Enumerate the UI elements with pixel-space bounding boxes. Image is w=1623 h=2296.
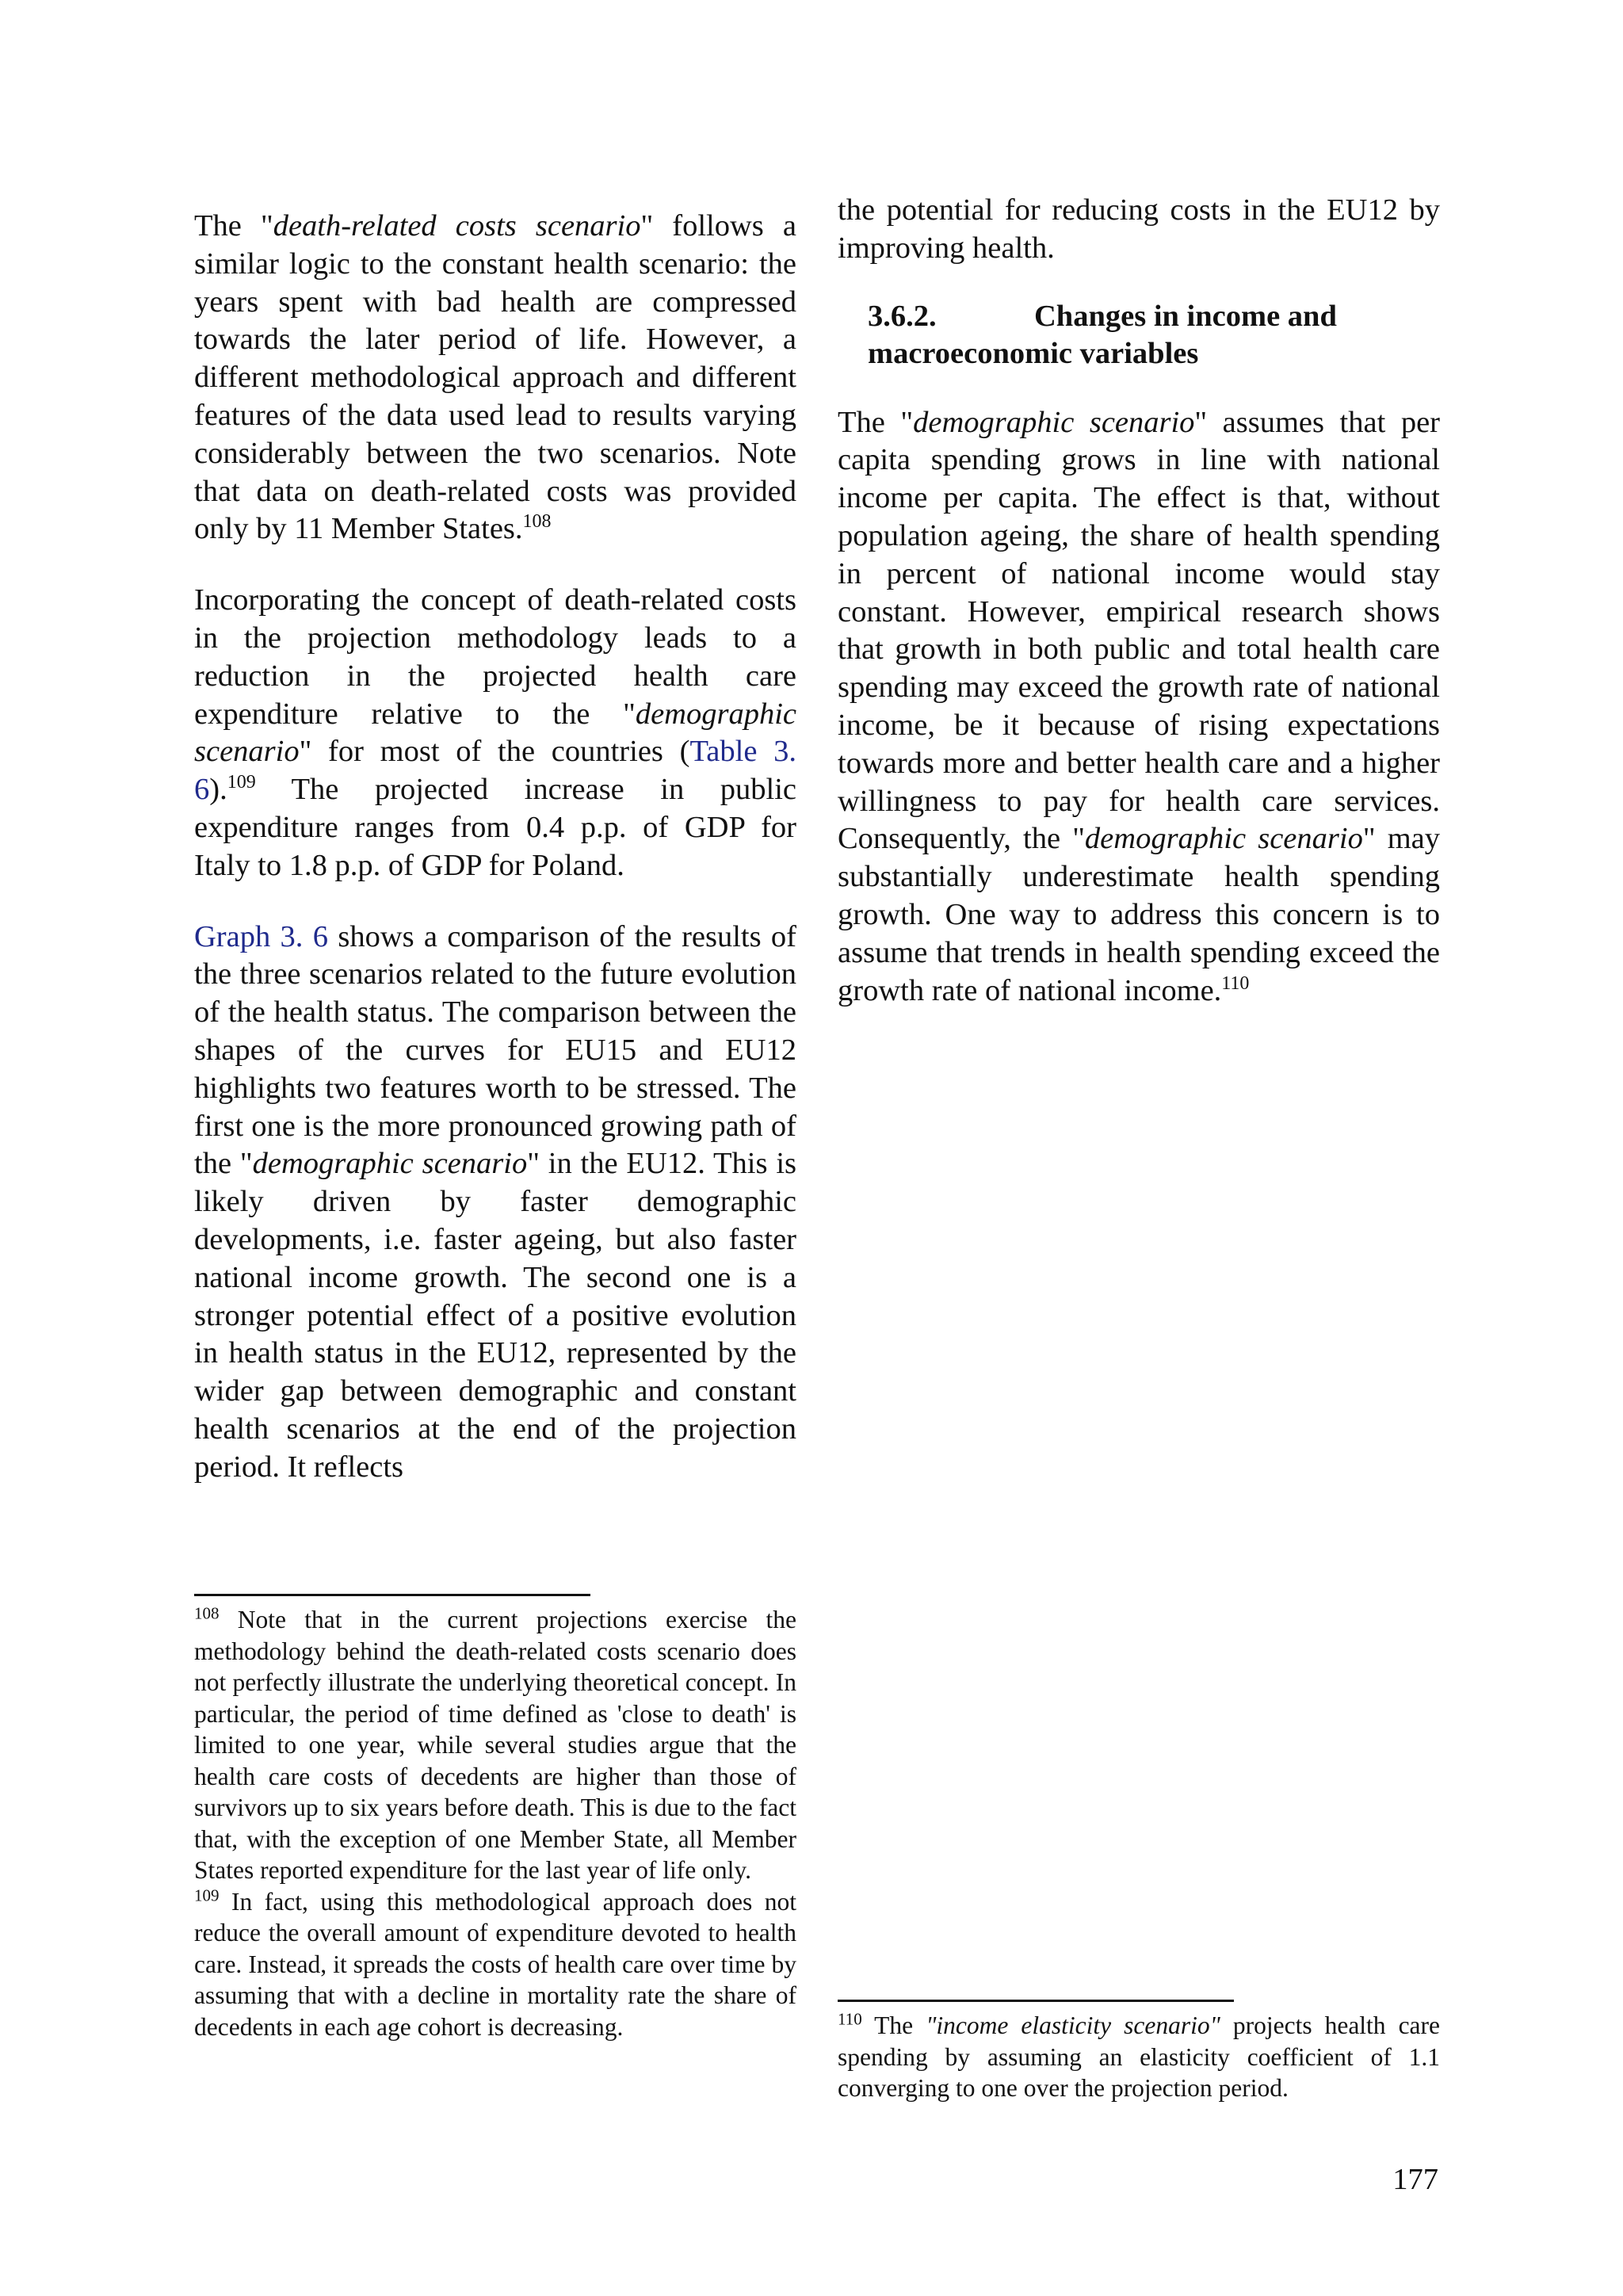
text-run: " assumes that per capita spending grows in line with national income per capita. The effect is that, without population ageing, the share of health spending in percent of national income would stay constant. However, empirical research shows that growth in both public and total health care spending may exceed the growth rate of national income, be it because of rising expectations towards more and better health care and a higher willingness to pay for health care services. Consequently, the " [838,405,1440,856]
footnote-text: projects health care spending by assuming an elasticity coefficient of 1.1 converging to one over the projection period. [838,2011,1441,2102]
text-run: ). [209,773,227,807]
section-title-line1: Changes in income and [1034,299,1337,333]
text-run: The projected increase in public expenditure ranges from 0.4 p.p. of GDP for Italy to 1.8 p.p. of GDP for Poland. [194,773,796,882]
section-number: 3.6.2. [868,299,937,333]
footnote-separator-right [838,2000,1234,2002]
footnote-108 [194,1604,796,1886]
footnote-ref-108[interactable]: 108 [522,511,552,533]
paragraph-graph-comparison [194,919,796,1487]
text-run: " follows a similar logic to the constant health scenario: the years spent with bad health are compressed towards the later period of life. However, a different methodological approach and different features of the data used lead to results varying considerably between the two scenarios. Note that data on death-related costs was provided only by 11 Member States. [194,209,796,546]
emphasis-scenario-name: demographic scenario [1084,822,1363,856]
text-run: Incorporating the concept of death-related costs in the projection methodology leads to a reduction in the projected health care expenditure relative to the " [194,583,796,731]
footnote-separator-left [194,1594,590,1596]
emphasis-scenario-name: death-related costs scenario [273,209,641,243]
emphasis-scenario-name: "income elasticity scenario" [926,2011,1220,2039]
emphasis-scenario-name: demographic scenario [194,697,796,769]
footnote-number: 110 [838,2009,862,2029]
table-reference-link[interactable]: Table 3. 6 [194,735,796,807]
footnote-text: In fact, using this methodological approach does not reduce the overall amount of expenditure devoted to health care. Instead, it spreads the costs of health care over time by assuming that with a decline in mortality rate the share of decedents in each age cohort is decreasing. [194,1887,796,2041]
footnote-110 [838,2010,1440,2104]
text-run: " in the EU12. This is likely driven by faster demographic developments, i.e. faster ageing, but also faster national income growth. The second one is a stronger potential effect of a positive evolution in health status in the EU12, represented by the wider gap between demographic and constant health scenarios at the end of the projection period. It reflects [194,1147,796,1484]
footnote-ref-109[interactable]: 109 [227,772,256,793]
footnotes-right [838,2010,1440,2104]
paragraph-continuation: the potential for reducing costs in the EU12 by improving health. [838,193,1440,265]
text-run: " may substantially underestimate health spending growth. One way to address this concern is to assume that trends in health spending exceed the growth rate of national income. [838,822,1440,1007]
left-column [194,208,796,1487]
text-run: The " [838,405,914,439]
paragraph-death-related-costs-methodology [194,582,796,884]
emphasis-scenario-name: demographic scenario [913,405,1195,439]
footnote-text: Note that in the current projections exercise the methodology behind the death-related costs scenario does not perfectly illustrate the underlying theoretical concept. In particular, the period of time defined as 'close to death' is limited to one year, while several studies argue that the health care costs of decedents are higher than those of survivors up to six years before death. This is due to the fact that, with the exception of one Member State, all Member States reported expenditure for the last year of life only. [194,1606,796,1884]
footnote-number: 108 [194,1603,220,1623]
section-title-line2: macroeconomic variables [868,336,1199,370]
footnote-text: The [861,2011,926,2039]
section-heading [868,298,1440,372]
graph-reference-link[interactable]: Graph 3. 6 [194,919,328,953]
text-run: " for most of the countries ( [299,735,690,769]
footnote-number: 109 [194,1885,220,1904]
paragraph-demographic-scenario [838,404,1440,1010]
footnotes-left [194,1604,796,2042]
emphasis-scenario-name: demographic scenario [252,1147,528,1181]
text-run: The " [194,209,273,243]
page-number: 177 [1392,2163,1438,2196]
paragraph-death-related-scenario [194,208,796,548]
footnote-ref-110[interactable]: 110 [1221,972,1250,994]
right-column [838,192,1440,1010]
footnote-109 [194,1886,796,2043]
text-run: shows a comparison of the results of the three scenarios related to the future evolution of the health status. The comparison between the shapes of the curves for EU15 and EU12 highlights two features worth to be stressed. The first one is the more pronounced growing path of the " [194,919,796,1181]
